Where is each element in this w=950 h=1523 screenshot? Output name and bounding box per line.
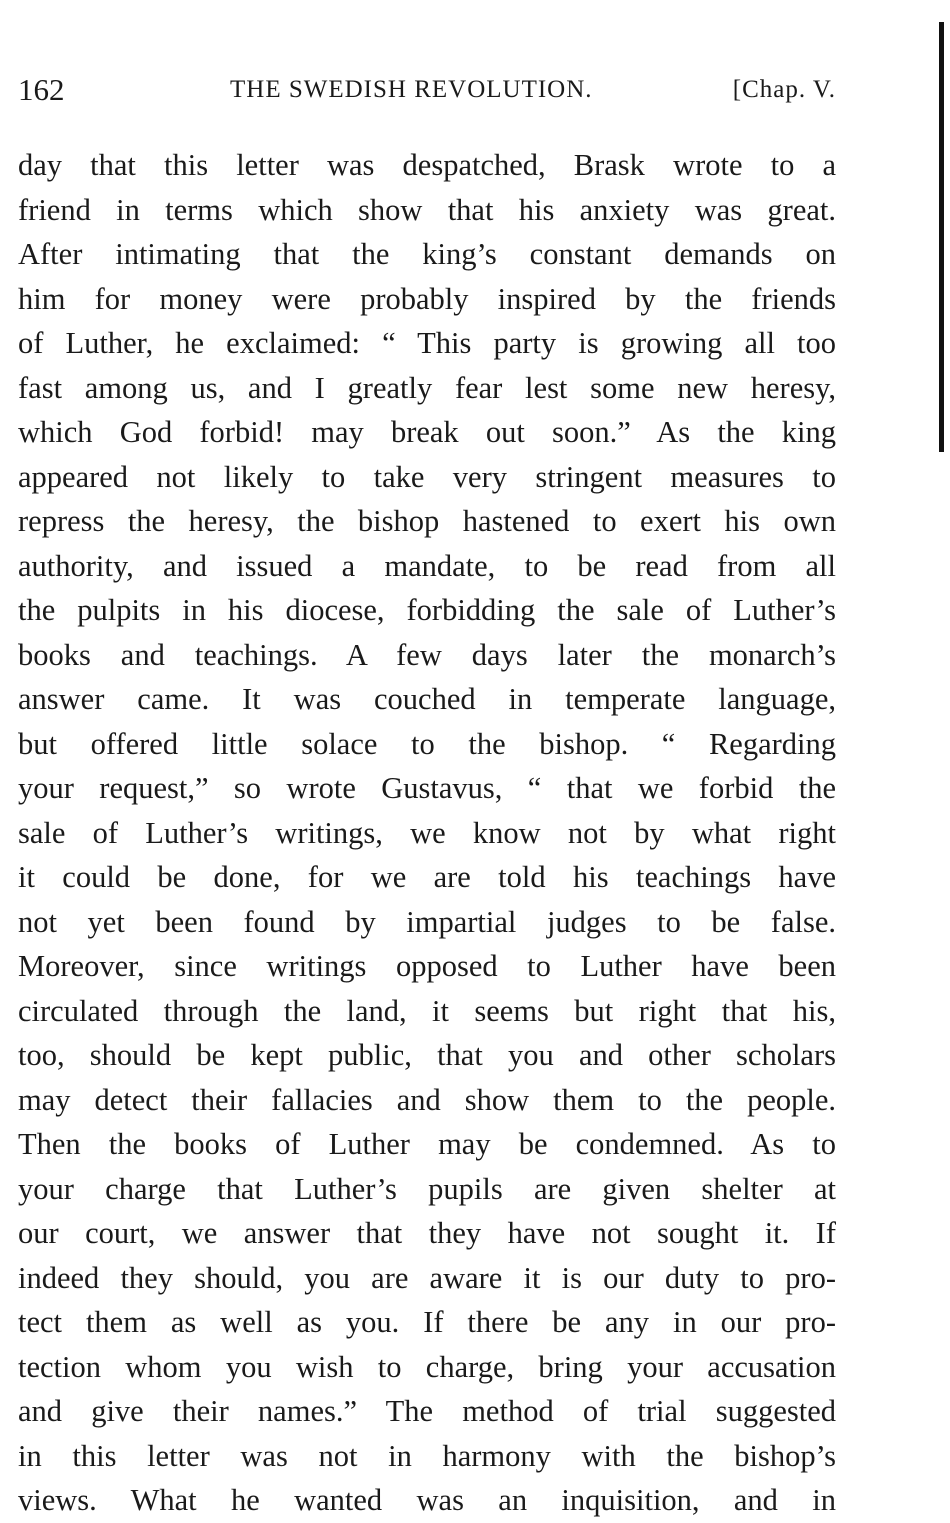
page-number: 162 bbox=[18, 72, 65, 107]
text-line: of Luther, he exclaimed: “ This party is growing all too bbox=[18, 326, 836, 360]
text-line: which God forbid! may break out soon.” As the king bbox=[18, 415, 836, 449]
text-line: and give their names.” The method of trial suggested bbox=[18, 1394, 836, 1428]
running-head bbox=[18, 70, 836, 110]
text-line: Then the books of Luther may be condemned. As to bbox=[18, 1127, 836, 1161]
text-line: fast among us, and I greatly fear lest some new heresy, bbox=[18, 370, 836, 405]
text-line: tection whom you wish to charge, bring your accusation bbox=[18, 1349, 836, 1384]
text-line: may detect their fallacies and show them to the people. bbox=[18, 1082, 836, 1117]
text-line: him for money were probably inspired by the friends bbox=[18, 281, 836, 316]
text-line: indeed they should, you are aware it is our duty to pro- bbox=[18, 1260, 836, 1295]
text-line: but offered little solace to the bishop. “ Regarding bbox=[18, 726, 836, 761]
text-line: day that this letter was despatched, Brask wrote to a bbox=[18, 148, 836, 182]
text-line: appeared not likely to take very stringent measures to bbox=[18, 459, 836, 494]
text-line: tect them as well as you. If there be any in our pro- bbox=[18, 1305, 836, 1339]
text-line: books and teachings. A few days later the monarch’s bbox=[18, 637, 836, 672]
text-line: circulated through the land, it seems but right that his, bbox=[18, 993, 836, 1028]
text-line: Moreover, since writings opposed to Luther have been bbox=[18, 949, 836, 983]
text-line: it could be done, for we are told his teachings have bbox=[18, 860, 836, 894]
text-line: views. What he wanted was an inquisition, and in bbox=[18, 1483, 836, 1517]
text-line: answer came. It was couched in temperate language, bbox=[18, 682, 836, 716]
text-line: repress the heresy, the bishop hastened to exert his own bbox=[18, 504, 836, 538]
running-title: THE SWEDISH REVOLUTION. bbox=[230, 76, 593, 103]
scan-edge-mark bbox=[939, 22, 944, 452]
text-line: our court, we answer that they have not sought it. If bbox=[18, 1216, 836, 1250]
text-line: the pulpits in his diocese, forbidding the sale of Luther’s bbox=[18, 593, 836, 627]
text-line: in this letter was not in harmony with the bishop’s bbox=[18, 1438, 836, 1473]
text-line: too, should be kept public, that you and other scholars bbox=[18, 1038, 836, 1072]
text-line: your request,” so wrote Gustavus, “ that we forbid the bbox=[18, 771, 836, 805]
body-text bbox=[18, 143, 836, 1523]
chapter-reference: [Chap. V. bbox=[732, 76, 836, 103]
text-line: authority, and issued a mandate, to be read from all bbox=[18, 548, 836, 583]
text-line: After intimating that the king’s constant demands on bbox=[18, 237, 836, 271]
text-line: your charge that Luther’s pupils are given shelter at bbox=[18, 1171, 836, 1206]
text-line: sale of Luther’s writings, we know not by what right bbox=[18, 815, 836, 850]
text-line: friend in terms which show that his anxiety was great. bbox=[18, 192, 836, 227]
text-line: not yet been found by impartial judges to be false. bbox=[18, 904, 836, 939]
